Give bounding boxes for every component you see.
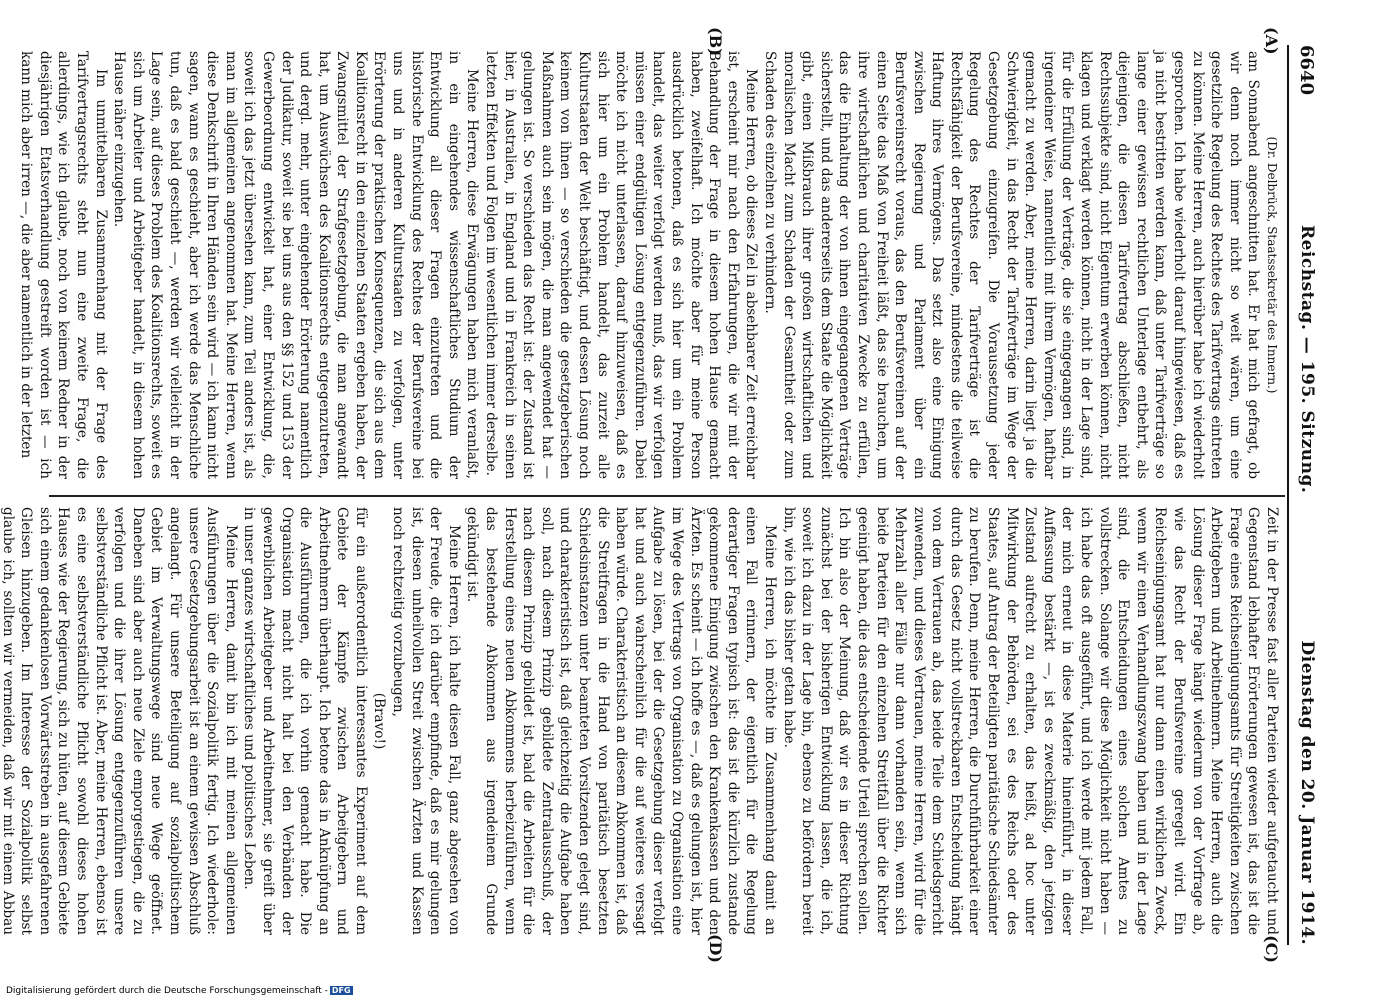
- right-column: [0, 507, 1281, 935]
- paragraph: Im unmittelbaren Zusammenhang mit der Frage des Tarifvertragsrechts steht nun eine zweite Frage, die allerdings, wie ich glaube, noch von keinem Redner in der diesjährigen Etatsverhandlung gestreift worden ist — ich kann mich aber irren —, die aber namentlich in der letzten: [18, 51, 109, 479]
- session-title: Reichstag. — 195. Sitzung.: [1297, 225, 1317, 494]
- paragraph: am Sonnabend angeschnitten hat. Er hat mich gefragt, ob wir denn noch immer nicht so weit wären, um eine gesetzliche Regelung des Rechtes des Tarifvertrags eintreten zu können. Meine Herren, auch hierüber habe ich wiederholt gesprochen. Ich habe wiederholt darauf hingewiesen, daß es ja nicht bestritten werden kann, daß unter Tarifverträge so lange einer gewissen rechtlichen Unterlage entbehrt, als diejenigen, die diesen Tarifvertrag abschließen, nicht Rechtssubjekte sind, nicht Eigentum erwerben können, nicht klagen und verklagt werden können, nicht in der Lage sind, für die Erfüllung der Verträge, die sie eingegangen sind, in irgendeiner Weise, namentlich mit ihrem Vermögen, haftbar gemacht zu werden. Aber, meine Herren, darin liegt ja die Schwierigkeit, in das Recht der Tarifverträge im Wege der Gesetzgebung einzugreifen. Die Voraussetzung jeder Regelung des Rechtes der Tarifverträge ist die Rechtsfähigkeit der Berufsvereine, mindestens die teilweise Haftung ihres Vermögens. Das setzt also eine Einigung zwischen Regierung und Parlament über ein Berufsvereinsrecht voraus, das den Berufsvereinen auf der einen Seite das Maß von Freiheit läßt, das sie brauchen, um ihre wirtschaftlichen und charitativen Zwecke zu erfüllen, das die Einhaltung der von ihnen eingegangenen Verträge sicherstellt, und das andererseits dem Staate die Möglichkeit gibt, einen Mißbrauch ihrer großen wirtschaftlichen und moralischen Macht zum Schaden der Gesamtheit oder zum Schaden des einzelnen zu verhindern.: [761, 51, 1262, 479]
- paragraph: Meine Herren, damit bin ich mit meinen allgemeinen Ausführungen über die Sozialpolitik fertig. Ich wiederhole: unsere Gesetzgebungsarbeit ist an einem gewissen Abschluß angelangt. Für unsere Beteiligung auf sozialpolitischem Gebiet im Verwaltungswege sind neue Wege geöffnet. Daneben sind aber auch neue Ziele emporgestiegen, die zu verfolgen und die ihrer Lösung entgegenzuführen unsere selbstverständliche Pflicht ist. Aber, meine Herren, ebenso ist es eine selbstverständliche Pflicht sowohl dieses hohen Hauses wie der Regierung, sich zu hüten, auf diesem Gebiete sich einem gedankenlosen Vorwärtsstreben in ausgefahrenen Gleisen hinzugeben. Im Interesse der Sozialpolitik selbst glaube ich, sollten wir vermeiden, daß wir mit einem Abbau: [0, 507, 239, 935]
- interjection: (Bravo!): [371, 692, 388, 750]
- paragraph: Meine Herren, ich möchte im Zusammenhang damit an einen Fall erinnern, der eigentlich für die Regelung derartiger Fragen typisch ist: das ist die kürzlich zustande gekommene Einigung zwischen den Krankenkassen und den Ärzten. Es scheint — ich hoffe es —, daß es gelungen ist, hier im Wege des Vertrags von Organisation zu Organisation eine Aufgabe zu lösen, bei der die Gesetzgebung dieser verfolgt hat und auch wahrscheinlich für die auf weiteres versagt haben würde. Charakteristisch an diesem Abkommen ist, daß die Streitfragen in die Hand von paritätisch besetzten Schiedsinstanzen unter beamteten Vorsitzenden gelegt sind, und charakteristisch ist, daß gleichzeitig die Aufgabe haben soll, nach diesem Prinzip gebildete Zentralausschuß, der nach diesem Prinzip gebildet ist, bald die Arbeiten für die Herstellung eines neuen Abkommens herbeizuführen, wenn das bestehende Abkommen aus irgendeinem Grunde gekündigt ist.: [464, 507, 778, 935]
- page-number: 6640: [1296, 45, 1317, 96]
- margin-marker-d: (D): [706, 933, 725, 963]
- document-page: [0, 25, 1325, 965]
- paragraph: Zeit in der Presse fast aller Parteien wieder aufgetaucht und Gegenstand lebhafter Erörterungen gewesen ist, das ist die Frage eines Reichseinigungsamts für Streitigkeiten zwischen Arbeitgebern und Arbeitnehmern. Meine Herren, auch die Lösung dieser Frage hängt wiederum von der Vorfrage ab, wie das Recht der Berufsvereine geregelt wird. Ein Reichseinigungsamt hat nur dann einen wirklichen Zweck, wenn wir einen Verhandlungszwang haben und in der Lage sind, die Entscheidungen eines solchen Amtes zu vollstrecken. Solange wir diese Möglichkeit nicht haben — ich habe das oft ausgeführt, und ich werde mit jedem Fall, der mich erneut in diese Materie hineinführt, in dieser Auffassung bestärkt —, ist es zweckmäßig, den jetzigen Zustand aufrecht zu erhalten, das heißt, ad hoc unter Mitwirkung der Behörden, sei es des Reichs oder des Staates, auf Antrag der Beteiligten paritätische Schiedsämter zu berufen. Denn, meine Herren, die Durchführbarkeit einer durch das Gesetz nicht vollstreckbaren Entscheidung hängt von dem Vertrauen ab, das beide Teile dem Schiedsgericht zuwenden, und dieses Vertrauen, meine Herren, wird für die Mehrzahl aller Fälle nur dann vorhanden sein, wenn sich beide Parteien für den einzelnen Streitfall über die Richter geeinigt haben, die das entscheidende Urteil sprechen sollen. Ich bin also der Meinung, daß wir es in dieser Richtung zunächst bei der bisherigen Entwicklung lassen, die ich, soweit ich dazu in der Lage bin, ebenso zu befördern bereit bin, wie ich das bisher getan habe.: [780, 507, 1280, 935]
- paragraph: Meine Herren, ob dieses Ziel in absehbarer Zeit erreichbar ist, erscheint mir nach den Erfahrungen, die wir mit der Behandlung der Frage in diesem hohen Hause gemacht haben, zweifelhaft. Ich möchte aber für meine Person ausdrücklich betonen, daß es sich hier um ein Problem handelt, das weiter verfolgt werden muß, das wir verfolgen müssen einer endgültigen Lösung entgegenzuführen. Dabei möchte ich nicht unterlassen, darauf hinzuweisen, daß es sich hier um ein Problem handelt, das zurzeit alle Kulturstaaten der Welt beschäftigt, und dessen Lösung noch keinem von ihnen — so verschieden die gesetzgeberischen Maßnahmen auch sein mögen, die man angewendet hat — gelungen ist. So verschieden das Recht ist: der Zustand ist hier, in Australien, in England und in Frankreich in seinen letzten Effekten und Folgen im wesentlichen immer derselbe.: [483, 51, 760, 479]
- page-header: [1287, 45, 1319, 945]
- dfg-logo: DFG: [331, 986, 351, 995]
- session-date: Dienstag den 20. Januar 1914.: [1297, 640, 1317, 945]
- margin-marker-c: (C): [1262, 935, 1281, 963]
- paragraph: für ein außerordentlich interessantes Experiment auf dem Gebiete der Kämpfe zwischen Arbeitgebern und Arbeitnehmern überhaupt. Ich betone das in Anknüpfung an die Ausführungen, die ich vorhin gemacht habe. Die Organisation macht nicht halt bei den Verbänden der gewerblichen Arbeitgeber und Arbeitnehmer, sie greift über in unser ganzes wirtschaftliches und politisches Leben.: [241, 507, 369, 935]
- credit-text: Digitalisierung gefördert durch die Deutsche Forschungsgemeinschaft -: [6, 986, 328, 996]
- speaker-label: (Dr. Delbrück, Staatssekretär des Innern.): [1265, 136, 1279, 394]
- margin-marker-b: (B): [706, 27, 725, 56]
- paragraph: Meine Herren, diese Erwägungen haben mich veranlaßt, in ein eingehendes wissenschaftliches Studium der Entwicklung all dieser Fragen einzutreten und die historische Entwicklung des Rechtes der Berufsvereine bei uns und in anderen Kulturstaaten zu verfolgen, unter Erörterung der praktischen Konsequenzen, die sich aus dem Koalitionsrecht in den einzelnen Staaten ergeben haben, der Zwangsmittel der Strafgesetzgebung, die man angewandt hat, um Auswüchsen des Koalitionsrechts entgegenzutreten, und dergl. mehr, unter eingehender Erörterung namentlich der Judikatur, soweit sie bei uns aus den §§ 152 und 153 der Gewerbeordnung entwickelt hat, einer Entwicklung, die, soweit ich das jetzt übersehen kann, zum Teil anders ist, als man im allgemeinen angenommen hat. Meine Herren, wenn diese Denkschrift in Ihren Händen sein wird — ich kann nicht sagen, wann es geschieht, aber ich werde das Menschliche tun, daß es bald geschieht —, werden wir vielleicht in der Lage sein, auf dieses Problem des Koalitionsrechts, soweit es sich um Arbeiter und Arbeitgeber handelt, in diesem hohen Hause näher einzugehen.: [111, 51, 481, 479]
- digitization-credit: [6, 986, 353, 996]
- margin-marker-a: (A): [1262, 27, 1281, 55]
- left-column: [17, 51, 1281, 479]
- column-divider: [49, 495, 1285, 497]
- paragraph: Meine Herren, ich halte diesen Fall, ganz abgesehen von der Freude, die ich darüber empfinde, daß es mir gelungen ist, diesen unheilvollen Streit zwischen Ärzten und Kassen noch rechtzeitig vorzubeugen,: [390, 507, 462, 935]
